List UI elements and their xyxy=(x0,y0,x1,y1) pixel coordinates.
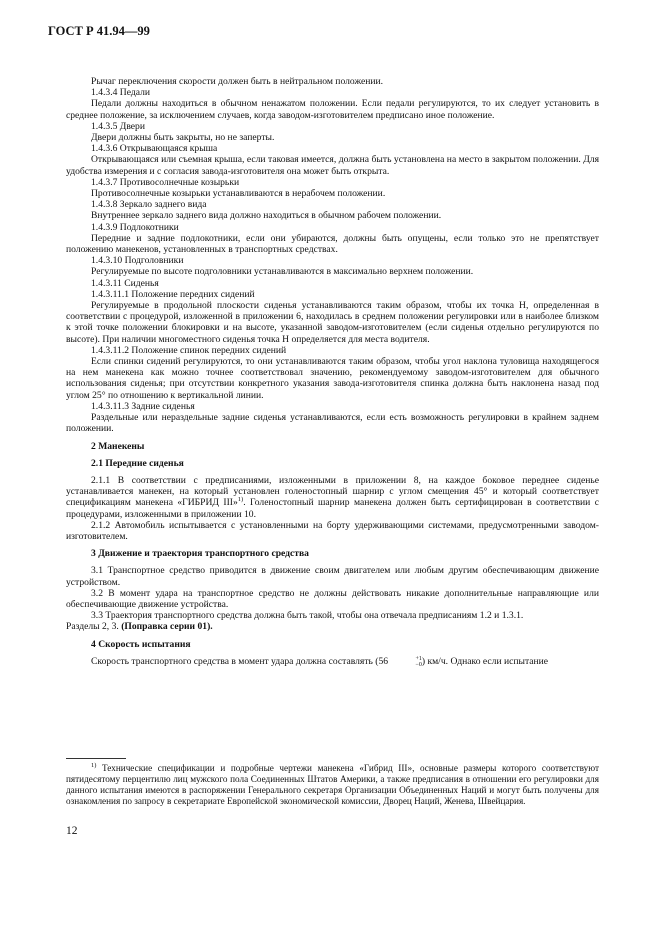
paragraph: Рычаг переключения скорости должен быть в нейтральном положении. xyxy=(91,76,384,87)
paragraph xyxy=(66,475,599,520)
tolerance-lower: −0 xyxy=(415,661,422,668)
section-number: 1.4.3.11.3 Задние сиденья xyxy=(91,400,195,412)
paragraph-text: . Голеностопный шарнир манекена должен быть сертифицирован в соответствии с процедурами, изложенными в приложении 10. xyxy=(66,497,599,520)
section-number: 1.4.3.7 Противосолнечные козырьки xyxy=(91,176,240,188)
section-heading: 2 Манекены xyxy=(91,440,145,452)
paragraph: Передние и задние подлокотники, если они убираются, должны быть опущены, если только это не препятствует положению манекенов, установленных в транспортных средствах. xyxy=(66,232,599,256)
paragraph xyxy=(66,621,599,632)
section-number: 1.4.3.8 Зеркало заднего вида xyxy=(91,199,207,211)
paragraph: 3.2 В момент удара на транспортное средство не должны действовать никакие дополнительные направляющие или обеспечивающие движение устройства. xyxy=(66,587,599,610)
body-text xyxy=(66,76,599,668)
paragraph: Внутреннее зеркало заднего вида должно находиться в обычном рабочем положении. xyxy=(91,210,442,222)
footnote-divider xyxy=(66,758,126,759)
paragraph: Открывающаяся или съемная крыша, если таковая имеется, должна быть установлена на место в закрытом положении. Для удобства измерения и с согласия завода-изготовителя она может быть открыта. xyxy=(66,154,599,177)
section-number: 1.4.3.11.2 Положение спинок передних сидений xyxy=(91,344,287,356)
paragraph: Педали должны находиться в обычном ненажатом положении. Если педали регулируются, то их следует установить в среднее положение, за исключением случаев, когда заводом-изготовителем предписано иное положение. xyxy=(66,98,599,121)
paragraph: 2.1.2 Автомобиль испытывается с установленными на борту удерживающими системами, предусмотренными заводом-изготовителем. xyxy=(66,519,599,542)
paragraph: Противосолнечные козырьки устанавливаются в нерабочем положении. xyxy=(91,188,386,200)
paragraph: Если спинки сидений регулируются, то они устанавливаются таким образом, чтобы угол наклона туловища находящегося на нем манекена как можно точнее соответствовал значению, рекомендуемому заводом-изготовителем для обычного использования сиденья; при отсутствии конкретного указания завода-изготовителя спинка должна быть наклонена назад под углом 25° по отношению к вертикальной линии. xyxy=(66,356,599,401)
section-heading: 4 Скорость испытания xyxy=(91,638,191,650)
section-number: 1.4.3.11.1 Положение передних сидений xyxy=(91,288,255,300)
subsection-heading: 2.1 Передние сиденья xyxy=(91,457,184,469)
paragraph-text: 2.1.1 В соответствии с предписаниями, изложенными в приложении 8, на каждое боковое переднее сиденье устанавливается манекен, на который установлен голеностопный шарнир с углом смещения 45° и который соответствует спецификациям манекена «ГИБРИД III» xyxy=(66,474,599,509)
section-heading: 3 Движение и траектория транспортного средства xyxy=(91,548,309,560)
paragraph-text: Разделы 2, 3. xyxy=(66,621,119,633)
amendment-note: (Поправка серии 01). xyxy=(121,621,213,633)
paragraph-text: Скорость транспортного средства в момент удара должна составлять (56 xyxy=(91,655,391,667)
tolerance xyxy=(390,656,421,668)
paragraph: Двери должны быть закрыты, но не заперты. xyxy=(91,132,275,144)
section-number: 1.4.3.5 Двери xyxy=(91,120,145,132)
paragraph: 3.1 Транспортное средство приводится в движение своим двигателем или любым другим обеспечивающим движение устройством. xyxy=(66,565,599,588)
footnote-mark: 1) xyxy=(91,761,97,769)
paragraph-text: ) км/ч. Однако если испытание xyxy=(421,655,549,667)
section-number: 1.4.3.10 Подголовники xyxy=(91,255,184,267)
paragraph: 3.3 Траектория транспортного средства должна быть такой, чтобы она отвечала предписаниям 1.2 и 1.3.1. xyxy=(91,610,524,622)
section-number: 1.4.3.11 Сиденья xyxy=(91,277,159,289)
document-header: ГОСТ Р 41.94—99 xyxy=(48,24,150,38)
paragraph: Раздельные или нераздельные задние сиденья устанавливаются, если есть возможность регулировки в крайнем заднем положении. xyxy=(66,412,599,435)
section-number: 1.4.3.9 Подлокотники xyxy=(91,221,179,233)
footnote-ref: 1) xyxy=(237,496,244,504)
footnote xyxy=(66,763,599,807)
paragraph xyxy=(66,656,599,668)
footnote-text xyxy=(66,763,599,807)
tolerance-upper: +1 xyxy=(415,655,422,662)
section-number: 1.4.3.4 Педали xyxy=(91,87,150,99)
paragraph: Регулируемые по высоте подголовники устанавливаются в максимально верхнем положении. xyxy=(91,266,474,278)
paragraph: Регулируемые в продольной плоскости сиденья устанавливаются таким образом, чтобы их точка H, определенная в соответствии с процедурой, изложенной в приложении 6, находилась в среднем положении регулировки или в наиболее близком к этой точке положении блокировки и на высоте, указанной заводом-изготовителем (если сиденья отдельно регулируются по высоте). При наличии многоместного сиденья точка H определяется для места водителя. xyxy=(66,300,599,345)
page-number: 12 xyxy=(66,825,78,837)
footnote-body: Технические спецификации и подробные чертежи манекена «Гибрид III», основные размеры которого соответствуют пятидесятому перцентилю лиц мужского пола Соединенных Штатов Америки, а также предписания в отношении его регулировки для данного испытания имеются в распоряжении Генерального секретаря Организации Объединенных Наций и могут быть получены для ознакомления по запросу в секретариате Европейской экономической комиссии, Дворец Наций, Женева, Швейцария. xyxy=(66,763,599,806)
section-number: 1.4.3.6 Открывающаяся крыша xyxy=(91,143,218,155)
